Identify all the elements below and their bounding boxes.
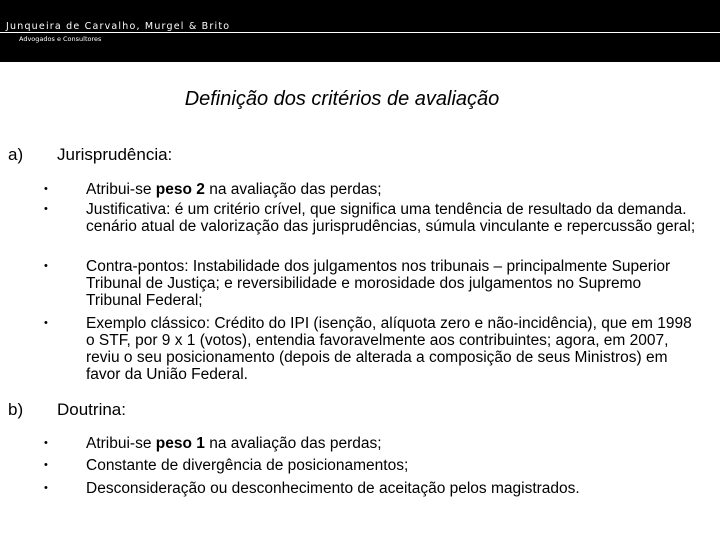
firm-name: Junqueira de Carvalho, Murgel & Brito [6,21,231,32]
bullet-icon: • [44,459,48,471]
list-item: Justificativa: é um critério crível, que significa uma tendência de resultado da demanda. cenário atual de valorização das jurisprudências, súmula vinculante e repercussão geral; [86,201,696,235]
bullet-icon: • [44,437,48,449]
list-item: Atribui-se peso 1 na avaliação das perdas; [86,435,382,452]
weight-label: peso 1 [155,435,205,452]
section-heading-doutrina: Doutrina: [57,400,126,419]
weight-label: peso 2 [155,181,205,198]
list-item: Desconsideração ou desconhecimento de aceitação pelos magistrados. [86,480,580,497]
list-item: Atribui-se peso 2 na avaliação das perdas; [86,181,382,198]
header-bar [0,0,720,62]
page-title: Definição dos critérios de avaliação [184,88,500,110]
list-item: Contra-pontos: Instabilidade dos julgamentos nos tribunais – principalmente Superior Tribunal de Justiça; e reversibilidade e morosidade dos julgamentos no Supremo Tribunal Federal; [86,258,671,309]
bullet-icon: • [44,260,48,272]
firm-subtitle: Advogados e Consultores [19,35,102,43]
header-divider [0,32,720,33]
bullet-icon: • [44,482,48,494]
section-letter-a: a) [8,145,24,164]
bullet-icon: • [44,183,48,195]
list-item: Constante de divergência de posicionamentos; [86,457,409,474]
section-heading-jurisprudencia: Jurisprudência: [57,145,173,164]
bullet-icon: • [44,203,48,215]
list-item: Exemplo clássico: Crédito do IPI (isenção, alíquota zero e não-incidência), que em 1998 o STF, por 9 x 1 (votos), entendia favoravelmente aos contribuintes; agora, em 2007, reviu o seu posicionamento (depois de alterada a composição de seus Ministros) em favor da União Federal. [86,315,692,383]
bullet-icon: • [44,317,48,329]
section-letter-b: b) [8,400,24,419]
